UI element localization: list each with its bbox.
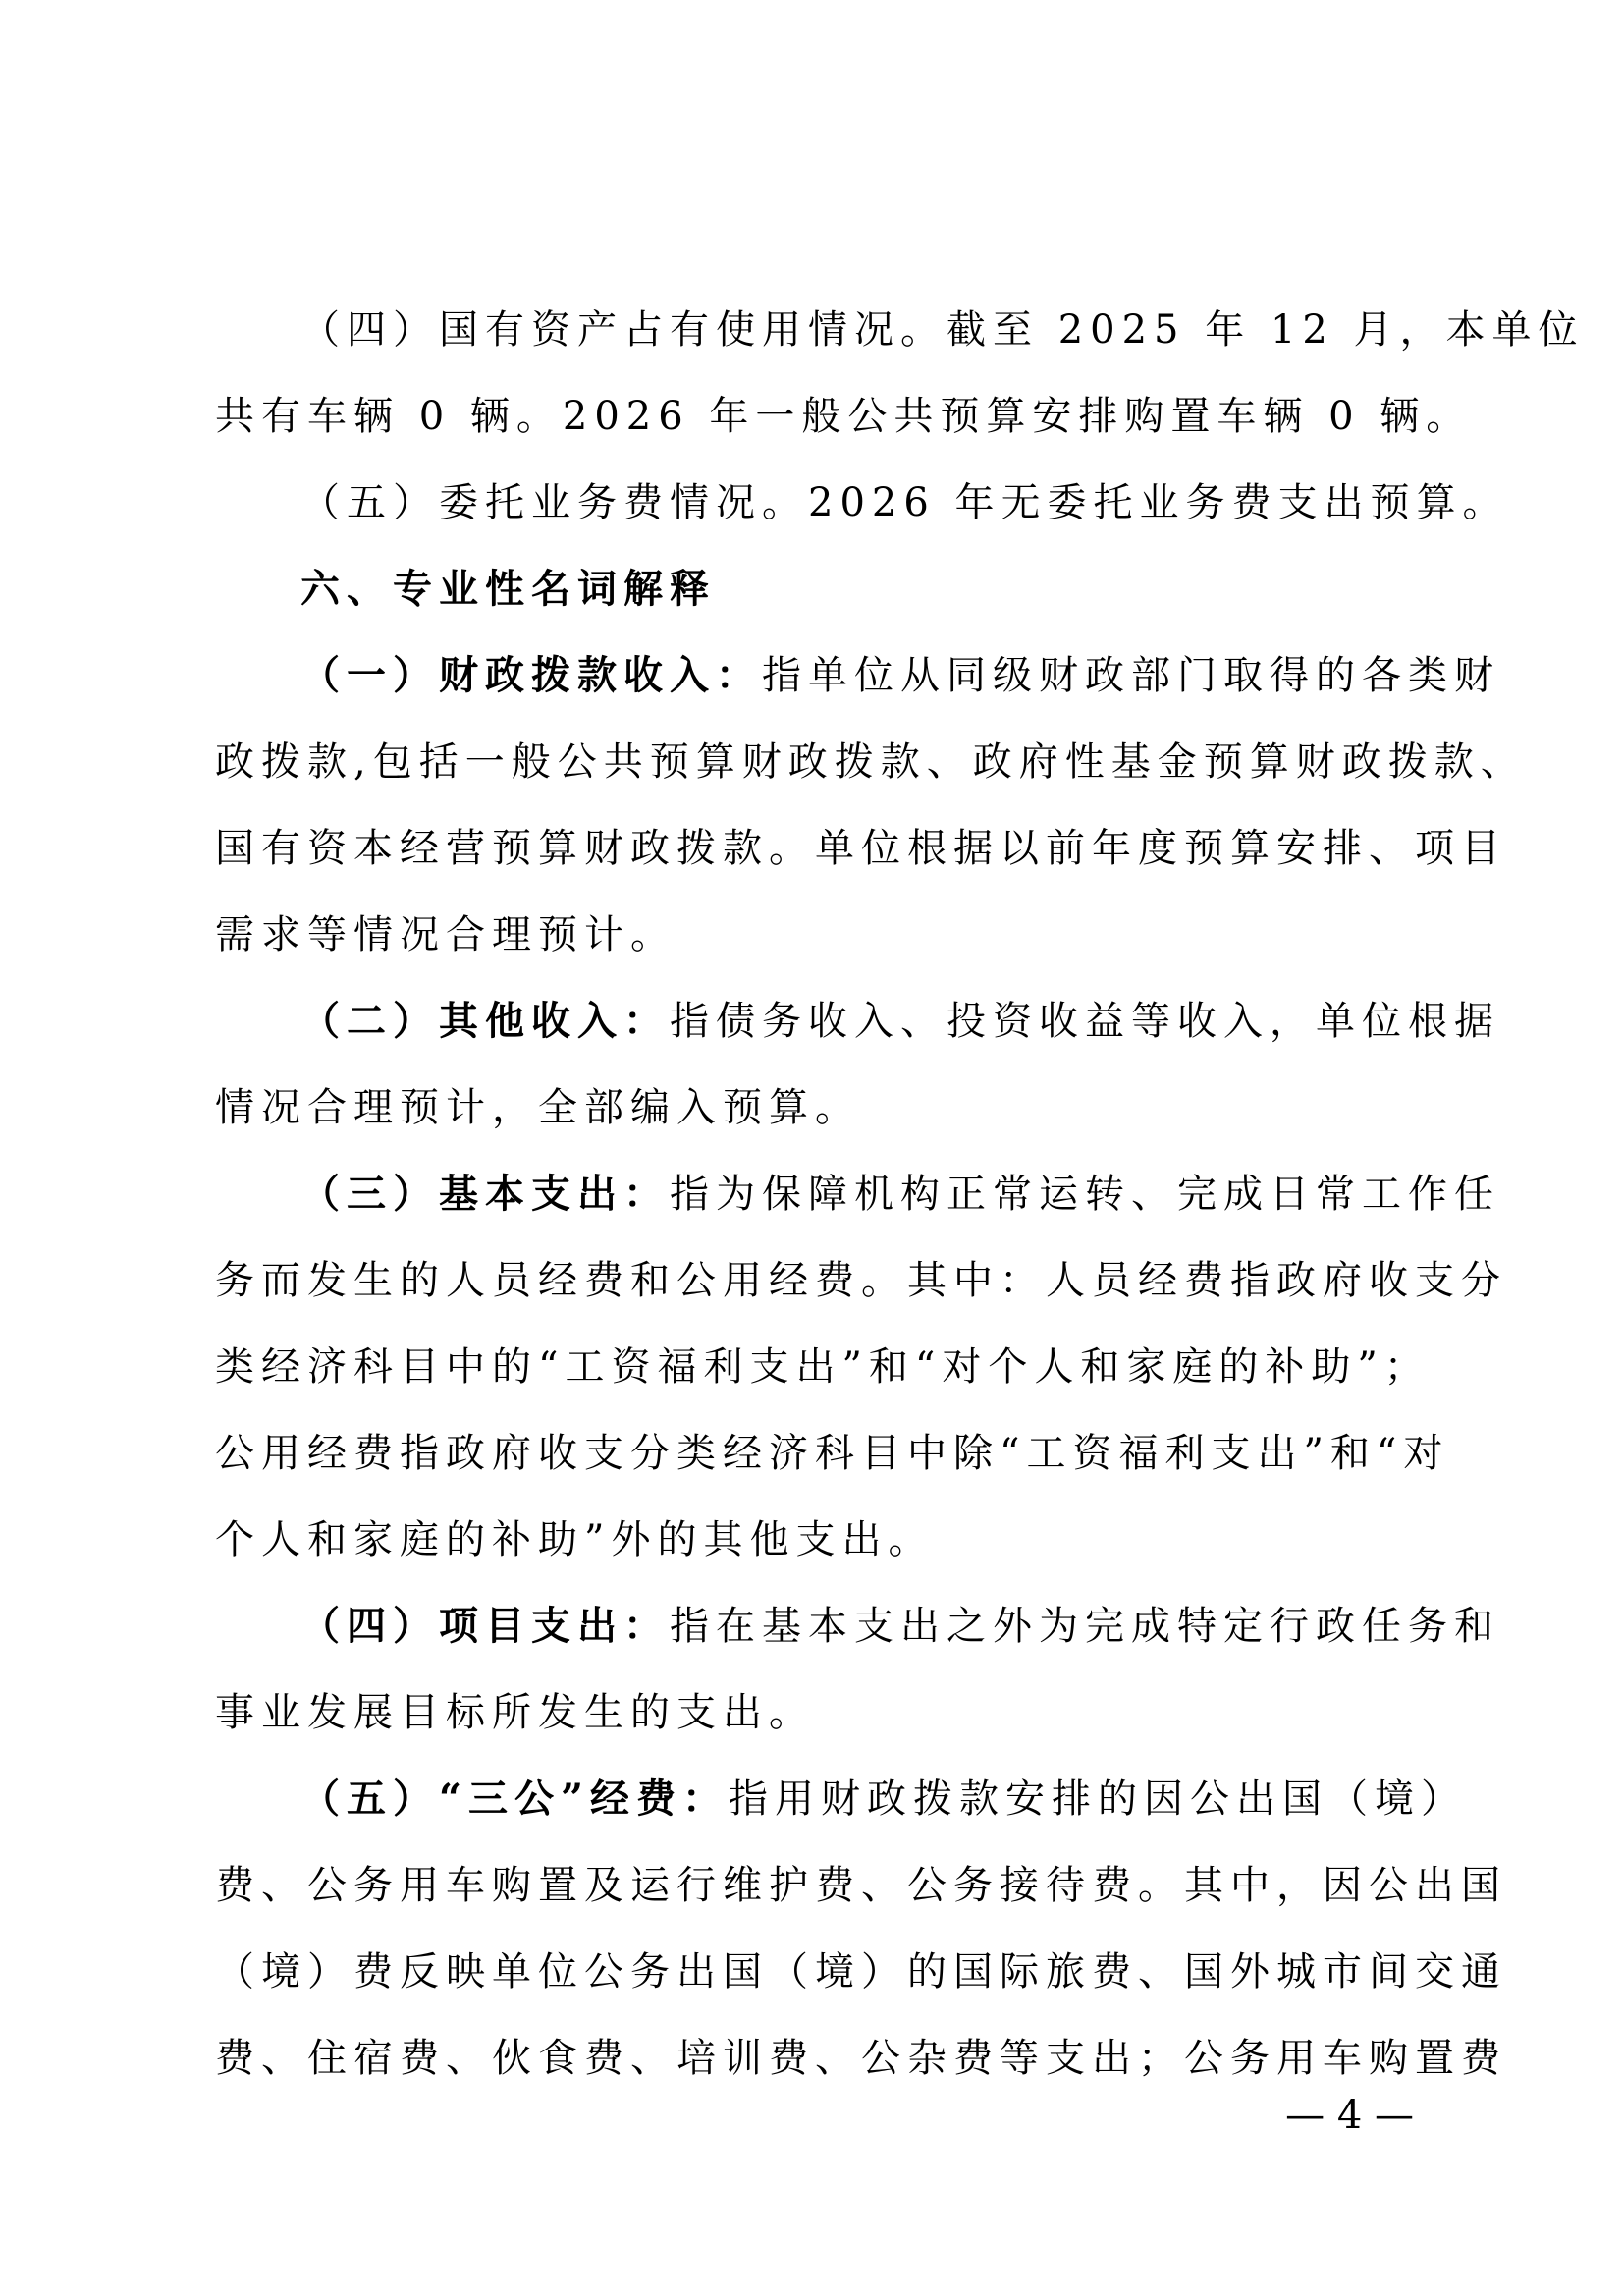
- paragraph-line: [215, 809, 1507, 888]
- paragraph-line: [215, 1068, 1414, 1147]
- line-text: 指为保障机构正常运转、完成日常工作任: [670, 1172, 1500, 1217]
- line-text: 需求等情况合理预计。: [215, 912, 676, 957]
- line-text: 务而发生的人员经费和公用经费。其中：人员经费指政府收支分: [215, 1258, 1507, 1303]
- line-text: 费、公务用车购置及运行维护费、公务接待费。其中，因公出国: [215, 1863, 1507, 1908]
- paragraph-line: [300, 291, 1585, 369]
- paragraph-line: [215, 2019, 1507, 2098]
- line-text: （五）委托业务费情况。2026 年无委托业务费支出预算。: [300, 480, 1509, 525]
- paragraph-line: [215, 723, 1527, 801]
- page-number: — 4 —: [1285, 2093, 1414, 2138]
- line-text: 公用经费指政府收支分类经济科目中除“工资福利支出”和“对: [215, 1431, 1450, 1476]
- paragraph-line: [300, 1587, 1500, 1666]
- paragraph-line: [215, 896, 1414, 974]
- term-label: （三）基本支出：: [300, 1171, 670, 1217]
- paragraph-line: [215, 1328, 1431, 1406]
- line-text: 共有车辆 0 辆。2026 年一般公共预算安排购置车辆 0 辆。: [215, 394, 1473, 439]
- heading-text: 六、专业性名词解释: [300, 567, 716, 612]
- line-text: （四）国有资产占有使用情况。截至 2025 年 12 月，本单位: [300, 307, 1585, 353]
- paragraph-line: [215, 1414, 1450, 1493]
- paragraph-line: [300, 1760, 1468, 1838]
- line-text: 个人和家庭的补助”外的其他支出。: [215, 1517, 935, 1562]
- term-label: （五）“三公”经费：: [300, 1776, 730, 1822]
- line-text: 事业发展目标所发生的支出。: [215, 1690, 815, 1735]
- paragraph-line: [215, 1846, 1507, 1925]
- line-text: 国有资本经营预算财政拨款。单位根据以前年度预算安排、项目: [215, 826, 1507, 871]
- line-text: 情况合理预计，全部编入预算。: [215, 1085, 861, 1130]
- line-text: 政拨款,包括一般公共预算财政拨款、政府性基金预算财政拨款、: [215, 739, 1527, 785]
- paragraph-line: [300, 982, 1500, 1061]
- line-text: 类经济科目中的“工资福利支出”和“对个人和家庭的补助”；: [215, 1344, 1431, 1390]
- line-text: 指在基本支出之外为完成特定行政任务和: [670, 1604, 1500, 1649]
- paragraph-line: [215, 1673, 1414, 1752]
- paragraph-line: [215, 377, 1473, 456]
- paragraph-line: [215, 1241, 1507, 1320]
- paragraph-line: [300, 464, 1509, 542]
- section-heading: [300, 550, 1414, 629]
- line-text: 指单位从同级财政部门取得的各类财: [762, 653, 1500, 698]
- term-label: （二）其他收入：: [300, 998, 670, 1044]
- line-text: 指债务收入、投资收益等收入，单位根据: [670, 999, 1500, 1044]
- line-text: 费、住宿费、伙食费、培训费、公杂费等支出；公务用车购置费: [215, 2036, 1507, 2081]
- paragraph-line: [300, 1155, 1500, 1233]
- term-label: （四）项目支出：: [300, 1603, 670, 1649]
- term-label: （一）财政拨款收入：: [300, 652, 762, 698]
- line-text: （境）费反映单位公务出国（境）的国际旅费、国外城市间交通: [215, 1949, 1507, 1995]
- paragraph-line: [215, 1933, 1507, 2011]
- paragraph-line: [215, 1501, 1414, 1579]
- line-text: 指用财政拨款安排的因公出国（境）: [729, 1777, 1468, 1822]
- paragraph-line: [300, 636, 1500, 715]
